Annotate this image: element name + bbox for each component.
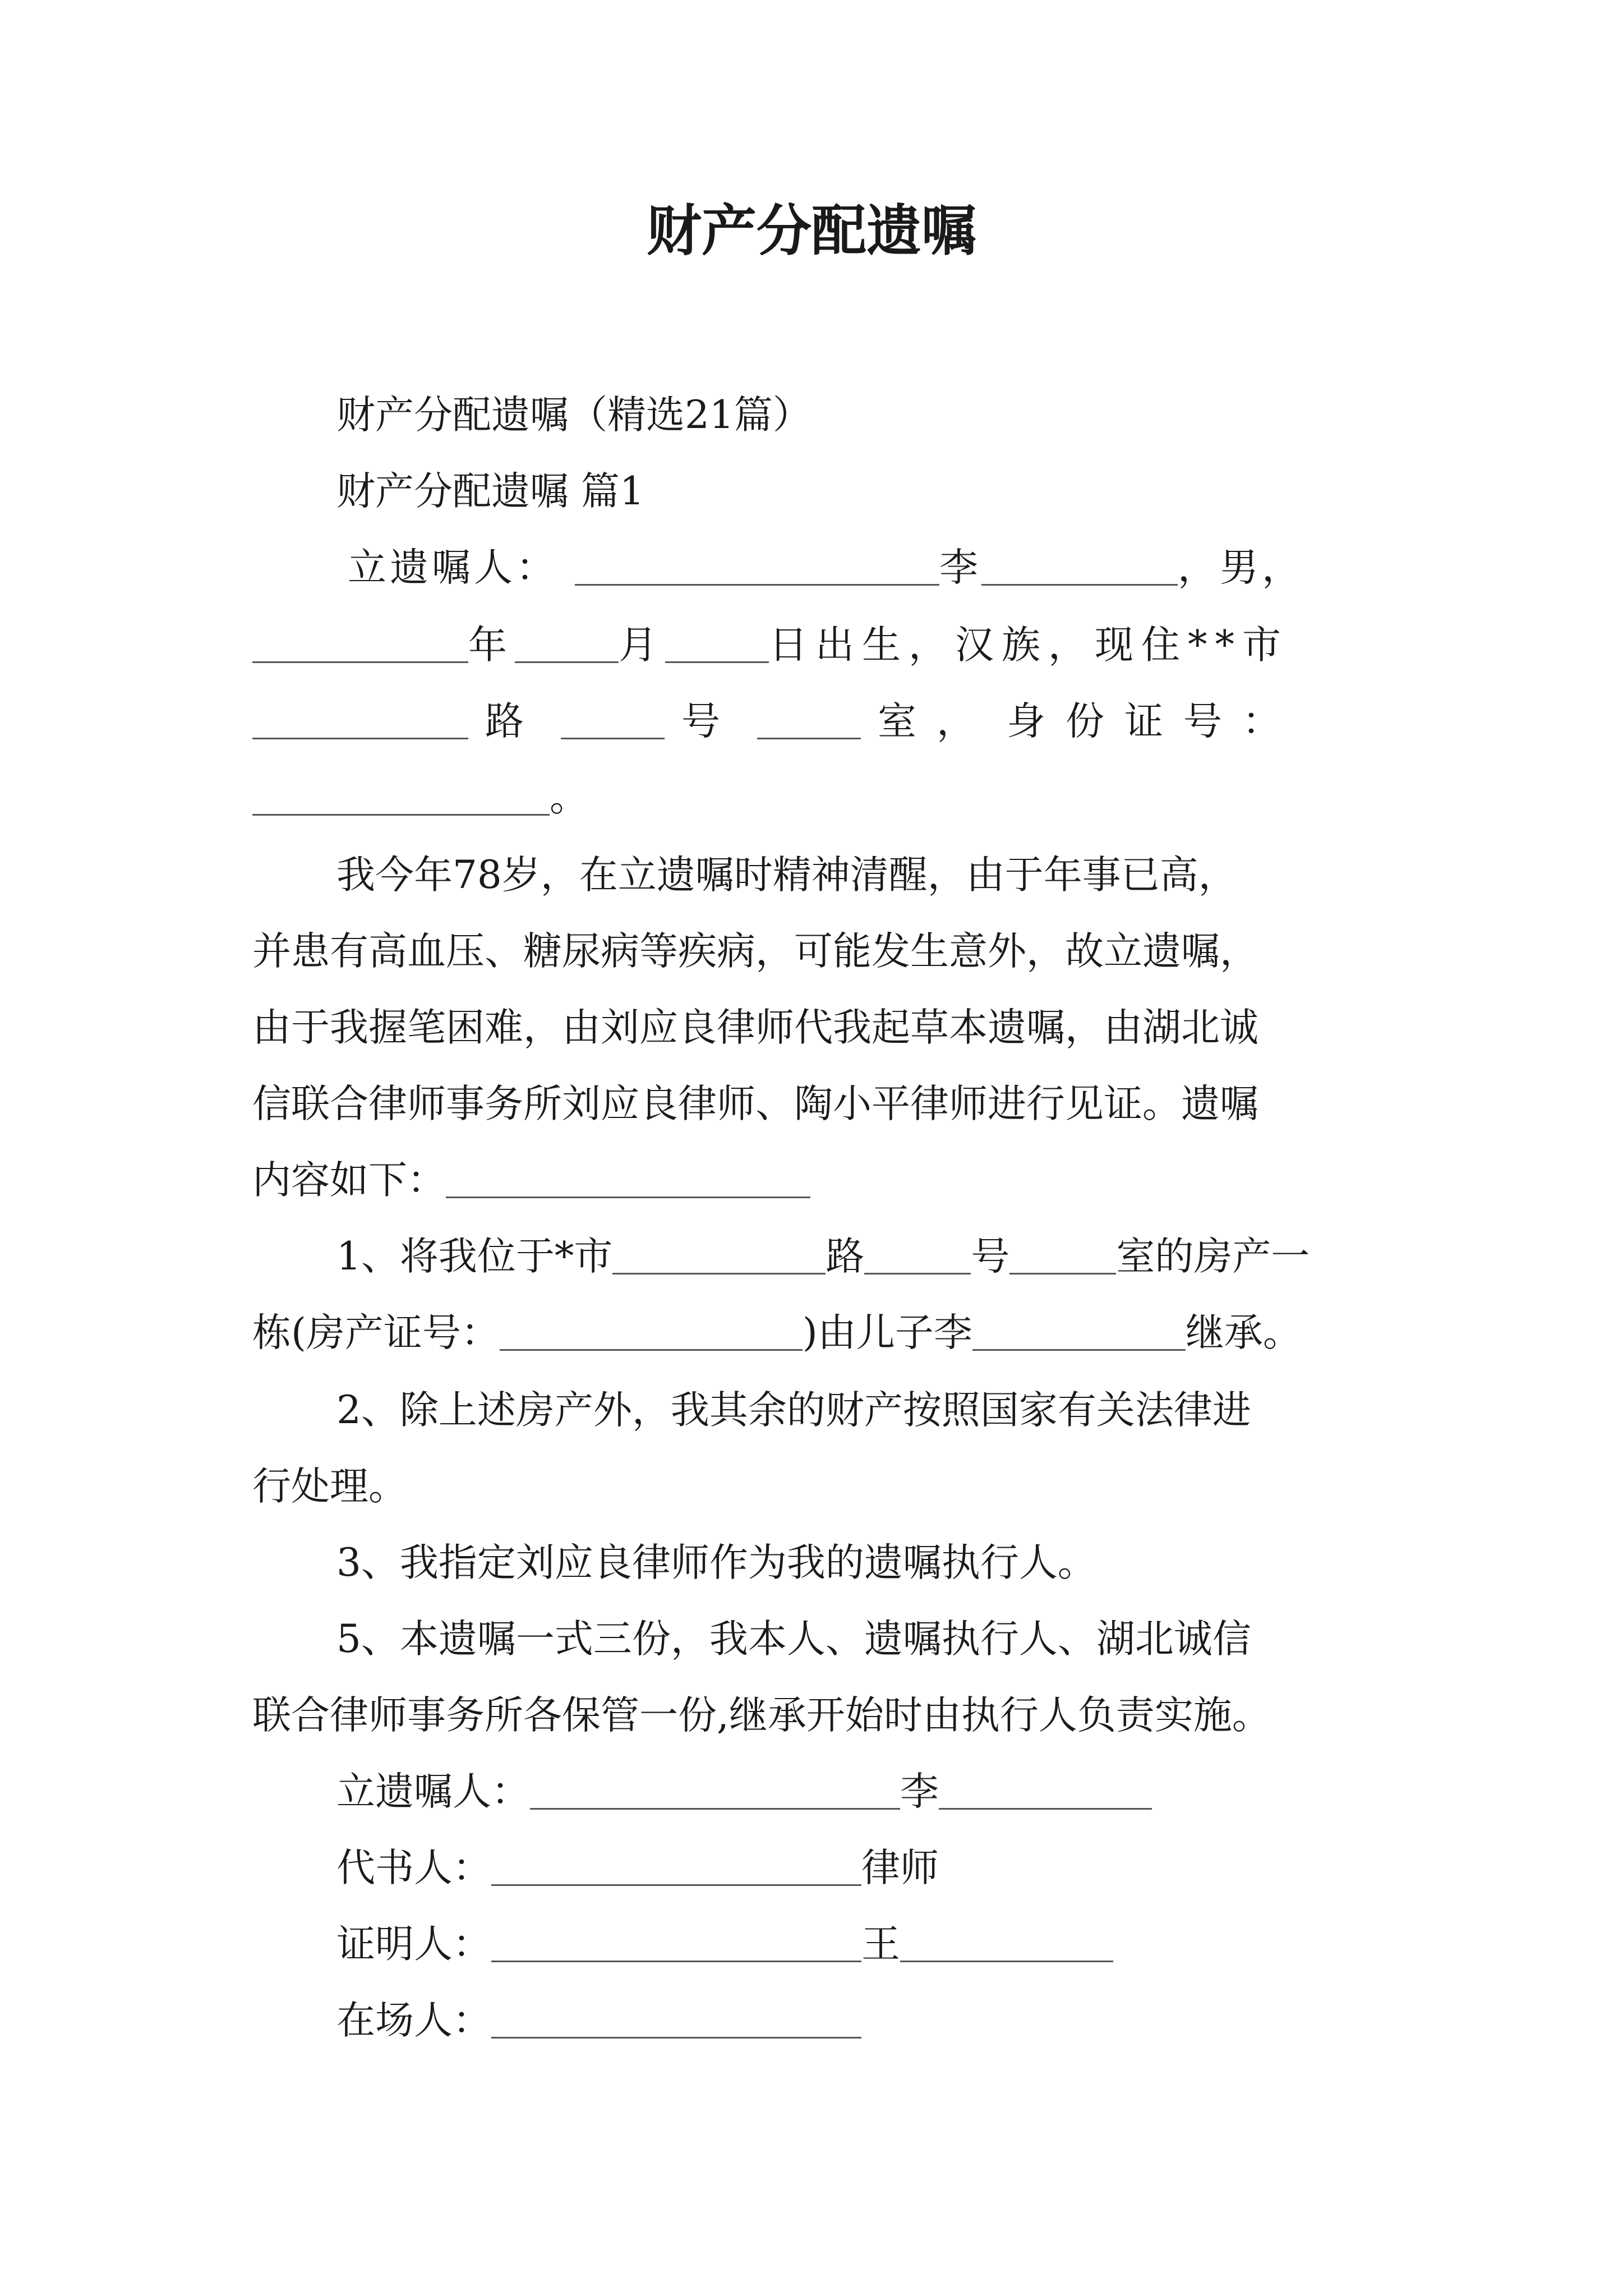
blank-field [1009, 1272, 1116, 1274]
blank-field [252, 661, 468, 663]
section-heading: 财产分配遗嘱 篇1 [336, 469, 644, 514]
document-title: 财产分配遗嘱 [646, 199, 976, 263]
intro-line-2 [252, 617, 1380, 673]
testator-label: 立遗嘱人： [336, 1769, 530, 1814]
road-text: 路 [826, 1234, 865, 1279]
item-1-line-2 [252, 1305, 1380, 1361]
scribe-label: 代书人： [336, 1846, 491, 1890]
period: 。 [550, 775, 588, 820]
blank-field [252, 737, 468, 739]
paragraph-line: 3、我指定刘应良律师作为我的遗嘱执行人。 [336, 1540, 1096, 1585]
month-text: 月 [619, 623, 665, 668]
number-text: 号 [971, 1234, 1010, 1279]
number-text: 号 [681, 699, 740, 744]
surname-li: 李 [939, 545, 981, 590]
blank-field [561, 737, 665, 739]
room-text: 室， [878, 699, 995, 744]
deed-label: 栋(房产证号： [252, 1310, 500, 1355]
paragraph-line [252, 1152, 1380, 1208]
intro-line-1 [348, 540, 1380, 596]
blank-field [252, 813, 550, 816]
blank-field [612, 1272, 826, 1274]
surname-wang: 王 [861, 1922, 900, 1967]
room-text: 室的房产一 [1116, 1234, 1310, 1279]
paragraph-line: 联合律师事务所各保管一份,继承开始时由执行人负责实施。 [252, 1693, 1271, 1738]
gender-text: ，男， [1178, 545, 1304, 590]
item-1-text: 1、将我位于*市 [336, 1234, 613, 1279]
paragraph-line: 行处理。 [252, 1464, 407, 1509]
blank-field [491, 1960, 861, 1962]
signature-witness [336, 1916, 1464, 1972]
paragraph-line: 由于我握笔困难，由刘应良律师代我起草本遗嘱，由湖北诚 [252, 1005, 1258, 1050]
blank-field [939, 1807, 1152, 1810]
signature-scribe [336, 1840, 1464, 1896]
present-label: 在场人： [336, 1998, 491, 2043]
lawyer-text: 律师 [861, 1846, 939, 1890]
paragraph-line: 并患有高血压、糖尿病等疾病，可能发生意外，故立遗嘱， [252, 929, 1258, 974]
blank-field [491, 1884, 861, 1886]
blank-field [864, 1272, 971, 1274]
birth-residence-text: 日出生，汉族，现住**市 [769, 623, 1289, 668]
blank-field [530, 1807, 900, 1810]
blank-field [500, 1349, 803, 1351]
paragraph-line: 信联合律师事务所刘应良律师、陶小平律师进行见证。遗嘱 [252, 1082, 1258, 1126]
intro-line-4 [252, 770, 1380, 826]
id-label: 身份证号： [1007, 699, 1301, 744]
blank-field [900, 1960, 1113, 1962]
blank-field [575, 583, 939, 586]
signature-testator [336, 1764, 1464, 1820]
heir-text: )由儿子李 [802, 1310, 972, 1355]
blank-field [757, 737, 861, 739]
paragraph-line: 2、除上述房产外，我其余的财产按照国家有关法律进 [336, 1388, 1251, 1433]
testator-label: 立遗嘱人： [348, 545, 558, 590]
surname-li: 李 [900, 1769, 939, 1814]
paragraph-line: 5、本遗嘱一式三份，我本人、遗嘱执行人、湖北诚信 [336, 1617, 1251, 1662]
subtitle: 财产分配遗嘱（精选21篇） [336, 393, 811, 438]
year-text: 年 [468, 623, 515, 668]
blank-field [515, 661, 619, 663]
intro-line-3 [252, 693, 1380, 749]
paragraph-line: 我今年78岁，在立遗嘱时精神清醒，由于年事已高， [336, 853, 1237, 898]
item-1-line-1 [336, 1228, 1464, 1285]
inherit-text: 继承。 [1185, 1310, 1302, 1355]
signature-present [336, 1993, 1464, 2049]
road-text: 路 [485, 699, 544, 744]
blank-field [446, 1196, 810, 1198]
blank-field [665, 661, 769, 663]
content-label: 内容如下： [252, 1158, 446, 1203]
blank-field [972, 1349, 1186, 1351]
blank-field [491, 2036, 861, 2039]
blank-field [981, 583, 1178, 586]
witness-label: 证明人： [336, 1922, 491, 1967]
